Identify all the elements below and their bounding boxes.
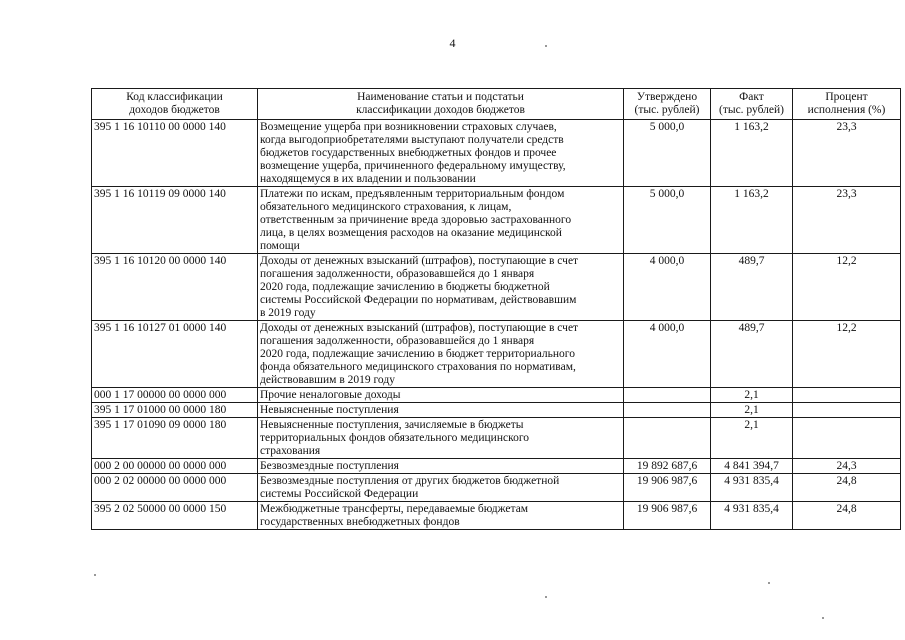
name-line: погашения задолженности, образовавшейся до 1 января [260, 335, 535, 347]
scan-speck [822, 617, 824, 619]
row-fact: 4 841 394,7 [711, 459, 793, 474]
row-fact: 1 163,2 [711, 120, 793, 187]
scan-speck [768, 582, 770, 584]
row-code: 395 1 16 10127 01 0000 140 [92, 321, 258, 388]
name-line: Безвозмездные поступления [260, 460, 399, 472]
row-percent: 23,3 [793, 187, 901, 254]
name-line: государственных внебюджетных фондов [260, 516, 460, 528]
table-row [92, 403, 901, 418]
row-code: 395 2 02 50000 00 0000 150 [92, 502, 258, 530]
header-approved [624, 89, 711, 120]
row-code: 395 1 17 01090 09 0000 180 [92, 418, 258, 459]
table-row [92, 254, 901, 321]
name-line: ответственным за причинение вреда здоровью застрахованного [260, 214, 572, 226]
scan-speck [545, 596, 547, 598]
name-line: Невыясненные поступления [260, 404, 399, 416]
row-approved [624, 388, 711, 403]
row-code: 395 1 16 10110 00 0000 140 [92, 120, 258, 187]
row-approved [624, 403, 711, 418]
name-line: Платежи по искам, предъявленным территориальным фондом [260, 188, 565, 200]
header-percent [793, 89, 901, 120]
header-code-line-2: доходов бюджетов [129, 104, 220, 116]
row-name [258, 388, 624, 403]
name-line: Возмещение ущерба при возникновении страховых случаев, [260, 121, 557, 133]
row-name [258, 120, 624, 187]
row-name [258, 418, 624, 459]
header-name [258, 89, 624, 120]
row-fact: 2,1 [711, 418, 793, 459]
row-code: 000 1 17 00000 00 0000 000 [92, 388, 258, 403]
name-line: фонда обязательного медицинского страхования по нормативам, [260, 361, 576, 373]
table-row [92, 187, 901, 254]
name-line: 2020 года, подлежащие зачислению в бюджет территориального [260, 348, 575, 360]
row-name [258, 474, 624, 502]
row-fact: 4 931 835,4 [711, 474, 793, 502]
row-percent [793, 388, 901, 403]
table-row [92, 388, 901, 403]
name-line: системы Российской Федерации по нормативам, действовавшим [260, 294, 577, 306]
row-fact: 2,1 [711, 388, 793, 403]
row-approved: 4 000,0 [624, 321, 711, 388]
header-percent-line-2: исполнения (%) [807, 104, 886, 116]
row-approved: 5 000,0 [624, 120, 711, 187]
name-line: Доходы от денежных взысканий (штрафов), поступающие в счет [260, 322, 579, 334]
header-name-line-2: классификации доходов бюджетов [356, 104, 525, 116]
row-approved: 19 906 987,6 [624, 502, 711, 530]
row-approved: 19 906 987,6 [624, 474, 711, 502]
row-code: 395 1 16 10120 00 0000 140 [92, 254, 258, 321]
row-percent: 24,8 [793, 474, 901, 502]
row-percent: 24,8 [793, 502, 901, 530]
name-line: погашения задолженности, образовавшейся до 1 января [260, 268, 535, 280]
row-approved [624, 418, 711, 459]
row-name [258, 254, 624, 321]
table-header-row [92, 89, 901, 120]
header-fact-line-1: Факт [739, 91, 764, 103]
header-fact-line-2: (тыс. рублей) [718, 104, 785, 116]
name-line: Прочие неналоговые доходы [260, 389, 401, 401]
table-row [92, 321, 901, 388]
name-line: Безвозмездные поступления от других бюджетов бюджетной [260, 475, 560, 487]
header-code [92, 89, 258, 120]
row-percent: 12,2 [793, 321, 901, 388]
name-line: когда выгодоприобретателями выступают получатели средств [260, 134, 564, 146]
row-fact: 1 163,2 [711, 187, 793, 254]
row-name [258, 187, 624, 254]
row-name [258, 403, 624, 418]
row-fact: 2,1 [711, 403, 793, 418]
name-line: Межбюджетные трансферты, передаваемые бюджетам [260, 503, 529, 515]
row-code: 395 1 17 01000 00 0000 180 [92, 403, 258, 418]
name-line: обязательного медицинского страхования, к лицам, [260, 201, 512, 213]
table-row [92, 120, 901, 187]
row-code: 000 2 00 00000 00 0000 000 [92, 459, 258, 474]
row-fact: 489,7 [711, 321, 793, 388]
row-name [258, 321, 624, 388]
scan-speck [545, 45, 547, 47]
name-line: лица, в целях возмещения расходов на оказание медицинской [260, 227, 562, 239]
scan-speck [94, 574, 96, 576]
page-number: 4 [449, 36, 456, 50]
name-line: страхования [260, 445, 321, 457]
row-name [258, 459, 624, 474]
row-approved: 4 000,0 [624, 254, 711, 321]
name-line: Доходы от денежных взысканий (штрафов), поступающие в счет [260, 255, 579, 267]
name-line: в 2019 году [260, 307, 316, 319]
name-line: действовавшим в 2019 году [260, 374, 395, 386]
table-row [92, 474, 901, 502]
budget-execution-table [91, 88, 901, 530]
name-line: бюджетов государственных внебюджетных фондов и прочее [260, 147, 557, 159]
table-row [92, 459, 901, 474]
row-approved: 5 000,0 [624, 187, 711, 254]
name-line: территориальных фондов обязательного медицинского [260, 432, 530, 444]
row-percent [793, 403, 901, 418]
name-line: помощи [260, 240, 300, 252]
header-code-line-1: Код классификации [126, 91, 223, 103]
name-line: находящемуся в их владении и пользовании [260, 173, 476, 185]
row-code: 395 1 16 10119 09 0000 140 [92, 187, 258, 254]
row-fact: 489,7 [711, 254, 793, 321]
row-fact: 4 931 835,4 [711, 502, 793, 530]
row-percent: 24,3 [793, 459, 901, 474]
row-percent: 12,2 [793, 254, 901, 321]
row-approved: 19 892 687,6 [624, 459, 711, 474]
header-approved-line-2: (тыс. рублей) [634, 104, 700, 116]
header-approved-line-1: Утверждено [636, 91, 698, 103]
header-percent-line-1: Процент [825, 91, 868, 103]
header-name-line-1: Наименование статьи и подстатьи [357, 91, 524, 103]
name-line: Невыясненные поступления, зачисляемые в бюджеты [260, 419, 524, 431]
row-code: 000 2 02 00000 00 0000 000 [92, 474, 258, 502]
row-percent [793, 418, 901, 459]
row-percent: 23,3 [793, 120, 901, 187]
name-line: системы Российской Федерации [260, 488, 419, 500]
table-row [92, 418, 901, 459]
name-line: возмещение ущерба, причиненного федеральному имуществу, [260, 160, 566, 172]
row-name [258, 502, 624, 530]
header-fact [711, 89, 793, 120]
name-line: 2020 года, подлежащие зачислению в бюджеты бюджетной [260, 281, 550, 293]
table-row [92, 502, 901, 530]
